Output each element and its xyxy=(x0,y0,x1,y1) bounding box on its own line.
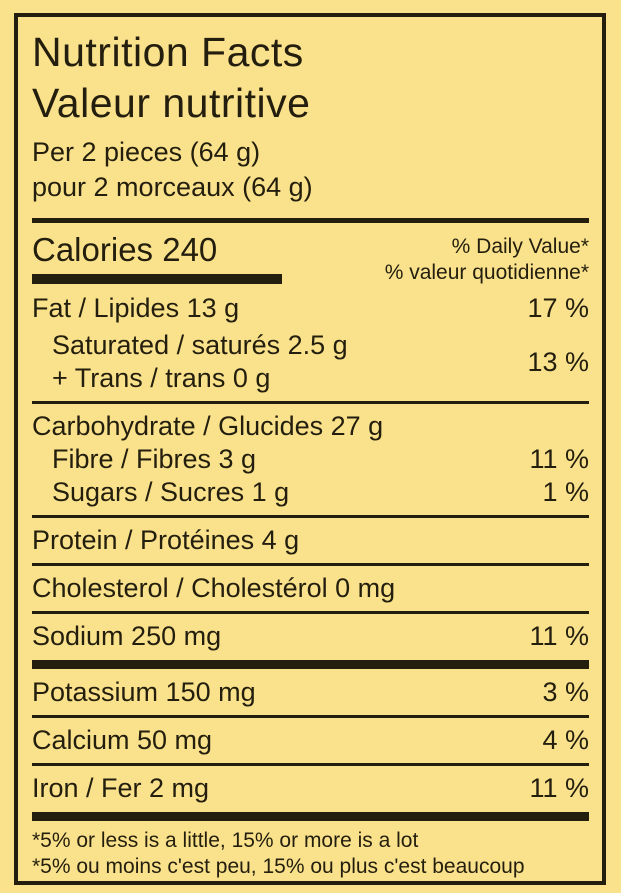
nutrient-row-iron xyxy=(32,772,589,805)
nutrient-label: Fibre / Fibres 3 g xyxy=(52,444,257,474)
calories-block xyxy=(32,231,282,284)
nutrition-facts-label xyxy=(14,13,606,885)
daily-value-header-english: % Daily Value* xyxy=(451,235,589,258)
nutrient-label: Protein / Protéines 4 g xyxy=(32,525,300,555)
nutrient-row-potassium xyxy=(32,676,589,709)
nutrient-row-fat xyxy=(32,292,589,325)
serving-size-french: pour 2 morceaux (64 g) xyxy=(32,172,313,202)
separator-thin xyxy=(32,401,589,404)
nutrient-percent: 11 % xyxy=(529,444,589,474)
nutrient-label: Sugars / Sucres 1 g xyxy=(52,477,290,507)
nutrient-row-saturated-trans xyxy=(32,329,589,395)
nutrient-label: Potassium 150 mg xyxy=(32,677,256,707)
nutrient-row-cholesterol xyxy=(32,572,589,605)
separator-thin xyxy=(32,715,589,718)
nutrient-label: Carbohydrate / Glucides 27 g xyxy=(32,411,384,441)
daily-value-header-french: % valeur quotidienne* xyxy=(384,261,589,284)
nutrient-percent: 13 % xyxy=(527,346,589,377)
separator-thin xyxy=(32,763,589,766)
separator-medium xyxy=(32,218,589,223)
nutrient-row-protein xyxy=(32,524,589,557)
footnote-english: *5% or less is a little, 15% or more is a lot xyxy=(32,829,419,852)
calories-section xyxy=(32,231,589,286)
nutrient-percent: 11 % xyxy=(529,773,589,803)
nutrient-label: Saturated / saturés 2.5 g xyxy=(52,330,348,360)
separator-thin xyxy=(32,611,589,614)
title-english: Nutrition Facts xyxy=(32,29,304,75)
footnote-french: *5% ou moins c'est peu, 15% ou plus c'est beaucoup xyxy=(32,855,525,878)
separator-thin xyxy=(32,563,589,566)
nutrient-label-secondary: + Trans / trans 0 g xyxy=(52,363,271,393)
nutrient-percent: 11 % xyxy=(529,621,589,651)
nutrient-row-carbohydrate xyxy=(32,410,589,443)
calories-underline-bar xyxy=(32,274,282,284)
separator-thick xyxy=(32,812,589,821)
nutrient-label: Iron / Fer 2 mg xyxy=(32,773,210,803)
nutrient-percent: 17 % xyxy=(527,293,589,323)
nutrient-row-sugars xyxy=(32,476,589,509)
nutrient-row-fibre xyxy=(32,443,589,476)
daily-value-header xyxy=(385,231,589,286)
nutrient-row-sodium xyxy=(32,620,589,653)
separator-thick xyxy=(32,660,589,669)
separator-thin xyxy=(32,515,589,518)
nutrient-label: Fat / Lipides 13 g xyxy=(32,293,240,323)
title-french: Valeur nutritive xyxy=(32,80,311,126)
nutrient-label: Cholesterol / Cholestérol 0 mg xyxy=(32,573,396,603)
calories-value: Calories 240 xyxy=(32,231,218,268)
nutrient-label: Calcium 50 mg xyxy=(32,725,213,755)
serving-size-english: Per 2 pieces (64 g) xyxy=(32,137,261,167)
nutrient-percent: 1 % xyxy=(542,477,589,507)
nutrient-row-calcium xyxy=(32,724,589,757)
nutrient-percent: 3 % xyxy=(542,677,589,707)
nutrient-label: Sodium 250 mg xyxy=(32,621,222,651)
nutrient-percent: 4 % xyxy=(542,725,589,755)
